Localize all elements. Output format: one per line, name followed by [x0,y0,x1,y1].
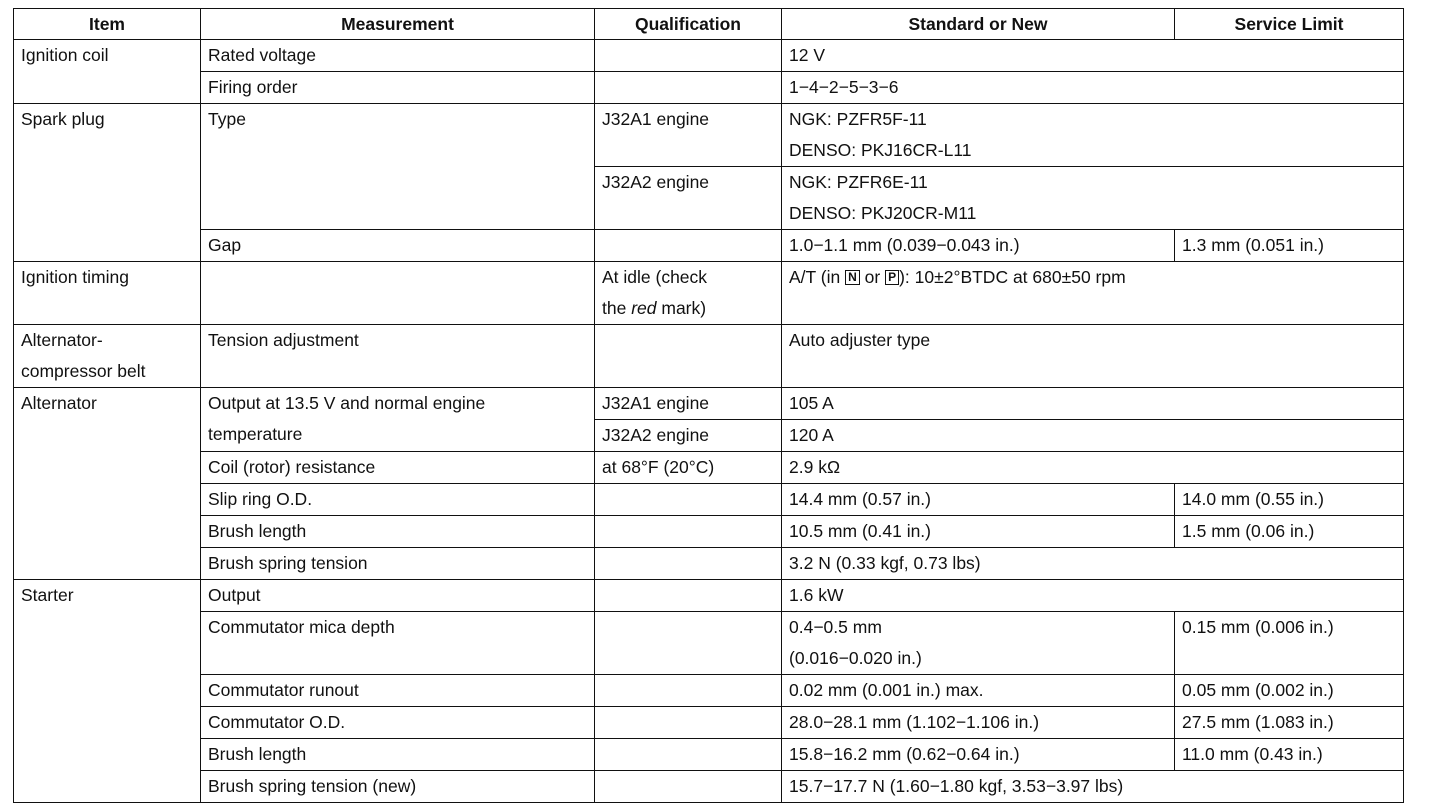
measurement-cell: Brush length [201,516,595,548]
standard-cell [782,262,1404,325]
standard-cell: 1.6 kW [782,580,1404,612]
qualification-cell: at 68°F (20°C) [595,452,782,484]
measurement-cell: Output [201,580,595,612]
limit-cell: 14.0 mm (0.55 in.) [1175,484,1404,516]
measurement-cell: Tension adjustment [201,325,595,388]
standard-cell [782,612,1175,675]
qualification-cell [595,262,782,325]
ngk-plug: NGK: PZFR5F-11 [789,109,927,129]
spec-sheet [13,8,1403,803]
gear-p-symbol: P [885,270,899,285]
table-row [14,388,1404,420]
qualification-cell [595,40,782,72]
table-row [14,580,1404,612]
measurement-line: temperature [208,424,303,444]
measurement-cell: Brush spring tension [201,548,595,580]
measurement-cell: Rated voltage [201,40,595,72]
header-row [14,9,1404,40]
qualification-cell [595,675,782,707]
qualification-word: mark) [661,298,707,318]
standard-cell: 28.0−28.1 mm (1.102−1.106 in.) [782,707,1175,739]
standard-cell [782,167,1404,230]
qualification-cell: J32A2 engine [595,420,782,452]
qualification-cell [595,739,782,771]
qualification-cell [595,771,782,803]
table-row [14,230,1404,262]
qualification-cell [595,580,782,612]
measurement-line: Output at 13.5 V and normal engine [208,393,486,413]
limit-cell: 27.5 mm (1.083 in.) [1175,707,1404,739]
timing-prefix: A/T (in [789,267,841,287]
table-row [14,739,1404,771]
measurement-cell: Commutator mica depth [201,612,595,675]
table-row [14,262,1404,325]
measurement-cell: Slip ring O.D. [201,484,595,516]
qualification-cell: J32A1 engine [595,104,782,167]
table-row [14,484,1404,516]
qualification-cell [595,72,782,104]
header-service-limit: Service Limit [1175,9,1404,40]
standard-cell: 1.0−1.1 mm (0.039−0.043 in.) [782,230,1175,262]
table-row [14,452,1404,484]
limit-cell: 0.05 mm (0.002 in.) [1175,675,1404,707]
limit-cell: 11.0 mm (0.43 in.) [1175,739,1404,771]
item-alternator-compressor-belt [14,325,201,388]
timing-value: ): 10±2°BTDC at 680±50 rpm [899,267,1126,287]
qualification-cell [595,230,782,262]
qualification-cell [595,548,782,580]
table-row [14,675,1404,707]
header-standard: Standard or New [782,9,1175,40]
qualification-cell: J32A2 engine [595,167,782,230]
header-qualification: Qualification [595,9,782,40]
qualification-line [602,293,774,324]
item-line: compressor belt [21,361,146,381]
table-row [14,612,1404,675]
measurement-cell: Gap [201,230,595,262]
denso-plug: DENSO: PKJ20CR-M11 [789,203,977,223]
qualification-cell [595,325,782,388]
standard-cell: Auto adjuster type [782,325,1404,388]
limit-cell: 0.15 mm (0.006 in.) [1175,612,1404,675]
item-starter: Starter [14,580,201,803]
table-row [14,40,1404,72]
measurement-cell: Brush spring tension (new) [201,771,595,803]
qualification-cell [595,612,782,675]
header-measurement: Measurement [201,9,595,40]
measurement-cell: Coil (rotor) resistance [201,452,595,484]
item-ignition-timing: Ignition timing [14,262,201,325]
header-item: Item [14,9,201,40]
table-row [14,707,1404,739]
standard-cell [782,104,1404,167]
standard-cell: 2.9 kΩ [782,452,1404,484]
limit-cell: 1.3 mm (0.051 in.) [1175,230,1404,262]
ngk-plug: NGK: PZFR6E-11 [789,172,928,192]
standard-line: (0.016−0.020 in.) [789,648,922,668]
standard-cell: 105 A [782,388,1404,420]
standard-cell: 3.2 N (0.33 kgf, 0.73 lbs) [782,548,1404,580]
table-row [14,771,1404,803]
red-word: red [631,298,657,318]
standard-cell: 12 V [782,40,1404,72]
measurement-cell: Commutator runout [201,675,595,707]
table-row [14,548,1404,580]
item-alternator: Alternator [14,388,201,580]
standard-cell: 120 A [782,420,1404,452]
table-row [14,104,1404,167]
measurement-cell: Firing order [201,72,595,104]
measurement-cell [201,262,595,325]
measurement-cell: Brush length [201,739,595,771]
standard-cell: 15.8−16.2 mm (0.62−0.64 in.) [782,739,1175,771]
standard-line: 0.4−0.5 mm [789,617,882,637]
table-row [14,72,1404,104]
standard-cell: 0.02 mm (0.001 in.) max. [782,675,1175,707]
qualification-line: At idle (check [602,267,708,287]
timing-or: or [864,267,881,287]
limit-cell: 1.5 mm (0.06 in.) [1175,516,1404,548]
measurement-cell [201,388,595,452]
qualification-cell: J32A1 engine [595,388,782,420]
item-spark-plug: Spark plug [14,104,201,262]
qualification-cell [595,707,782,739]
measurement-cell: Commutator O.D. [201,707,595,739]
denso-plug: DENSO: PKJ16CR-L11 [789,140,972,160]
standard-cell: 10.5 mm (0.41 in.) [782,516,1175,548]
standard-cell: 1−4−2−5−3−6 [782,72,1404,104]
specifications-table [13,8,1404,803]
measurement-cell: Type [201,104,595,230]
standard-cell: 14.4 mm (0.57 in.) [782,484,1175,516]
qualification-cell [595,484,782,516]
qualification-word: the [602,298,627,318]
table-row [14,516,1404,548]
table-row [14,325,1404,388]
standard-cell: 15.7−17.7 N (1.60−1.80 kgf, 3.53−3.97 lbs) [782,771,1404,803]
item-line: Alternator- [21,330,103,350]
gear-n-symbol: N [845,270,860,285]
item-ignition-coil: Ignition coil [14,40,201,104]
qualification-cell [595,516,782,548]
